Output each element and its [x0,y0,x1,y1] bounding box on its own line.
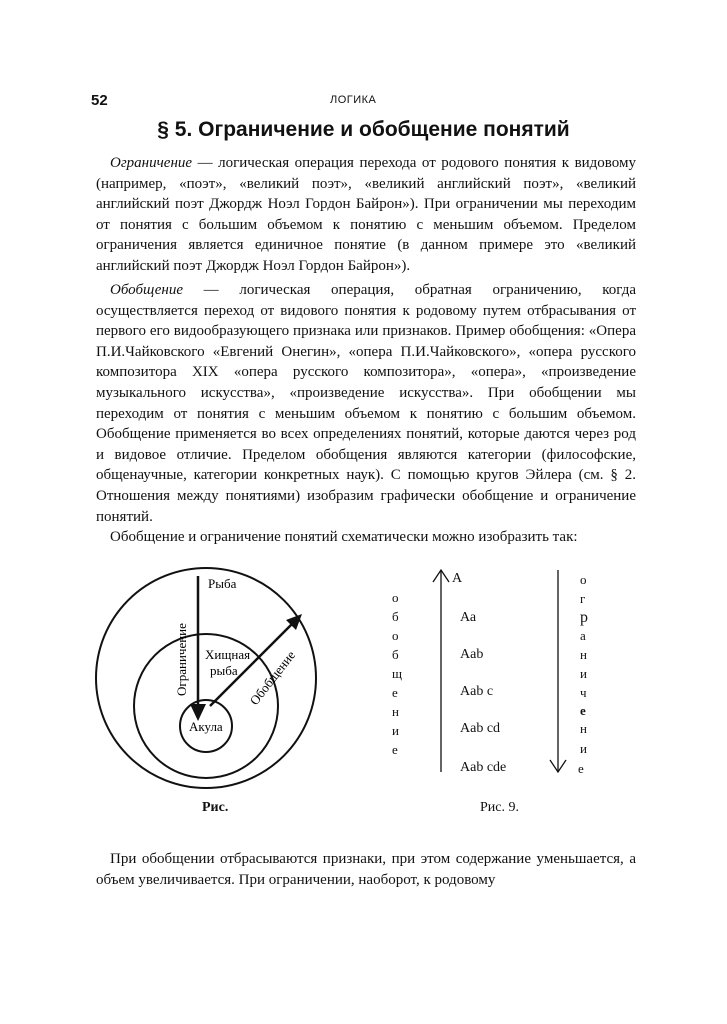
right-letter: н [580,721,587,736]
figure9-caption: Рис. 9. [480,800,519,815]
page-number: 52 [91,92,108,109]
schema-top-label: А [452,571,463,586]
euler-circles-figure [88,556,338,818]
left-letter: о [392,628,399,643]
paragraph-generalization [96,280,636,527]
section-title: § 5. Ограничение и обобщение понятий [157,118,570,141]
running-title: ЛОГИКА [330,94,377,106]
right-letter: р [580,609,588,626]
right-letter: н [580,647,587,662]
paragraph-generalization-text: — логическая операция, обратная ограничению, когда осуществляется переход от видового понятия к родовому путем отбрасывания от первого его видообразующего признака или признаков. Пример обобщения: «Опера П.И.Чайковского «Евгений Онегин», «опера П.И.Чайковского», «опера русского композитора XIX «опера русского композитора», «опера», «произведение музыкального искусства», «произведение искусства». При обобщении мы переходим от понятия с меньшим объемом к понятию с большим объемом. Обобщение применяется во всех определениях понятий, которые даются через род и видовое отличие. Пределом обобщения являются категории (философские, общенаучные, категории конкретных наук). С помощью кругов Эйлера (см. § 2. Отношения между понятиями) изобразим графически обобщение и ограничение понятий. [96,282,636,525]
schema-row: Aab c [460,684,494,699]
right-letter: и [580,666,587,681]
right-letter: о [580,572,587,587]
paragraph-schema-intro: Обобщение и ограничение понятий схематически можно изобразить так: [110,529,578,545]
label-restriction: Ограничение [174,623,189,696]
paragraph-restriction [96,153,636,277]
schema-row: Aab cde [460,760,507,775]
label-predatory-line1: Хищная [205,647,251,662]
paragraph-restriction-text: — логическая операция перехода от родового понятия к видовому (например, «поэт», «великий поэт», «великий английский поэт», «великий английский поэт Джордж Ноэл Гордон Байрон»). При ограничении мы переходим от понятия с большим объемом к понятию с меньшим объемом. Пределом ограничения является единичное понятие (в данном примере это «великий английский поэт Джордж Ноэл Гордон Байрон»). [96,155,636,274]
label-predatory-line2: рыба [210,663,238,678]
schema-arrows [428,566,598,784]
label-generalization: Обобщение [246,647,299,708]
label-shark: Акула [189,719,223,734]
right-letter: ч [580,685,587,700]
right-letter: г [580,591,586,606]
right-letter: и [580,741,587,756]
schema-row: Аа [460,610,477,625]
right-letter: а [580,628,586,643]
term-generalization: Обобщение [110,282,183,298]
left-letter: б [392,609,399,624]
label-fish: Рыба [208,576,237,591]
outer-circle [96,568,316,788]
left-letter: о [392,590,399,605]
paragraph-conclusion: При обобщении отбрасываются признаки, при этом содержание уменьшается, а объем увеличивается. При ограничении, наоборот, к родовому [96,851,636,888]
term-restriction: Ограничение [110,155,193,171]
right-letter: е [580,703,586,718]
left-letter: б [392,647,399,662]
figure8-caption: Рис. [202,800,229,815]
schema-row: Aab [460,647,484,662]
left-letter: е [392,742,398,757]
right-letter: е [578,761,584,776]
left-letter: и [392,723,399,738]
left-letter: н [392,704,399,719]
schema-row: Aab cd [460,721,501,736]
left-letter: щ [392,666,403,681]
left-letter: е [392,685,398,700]
